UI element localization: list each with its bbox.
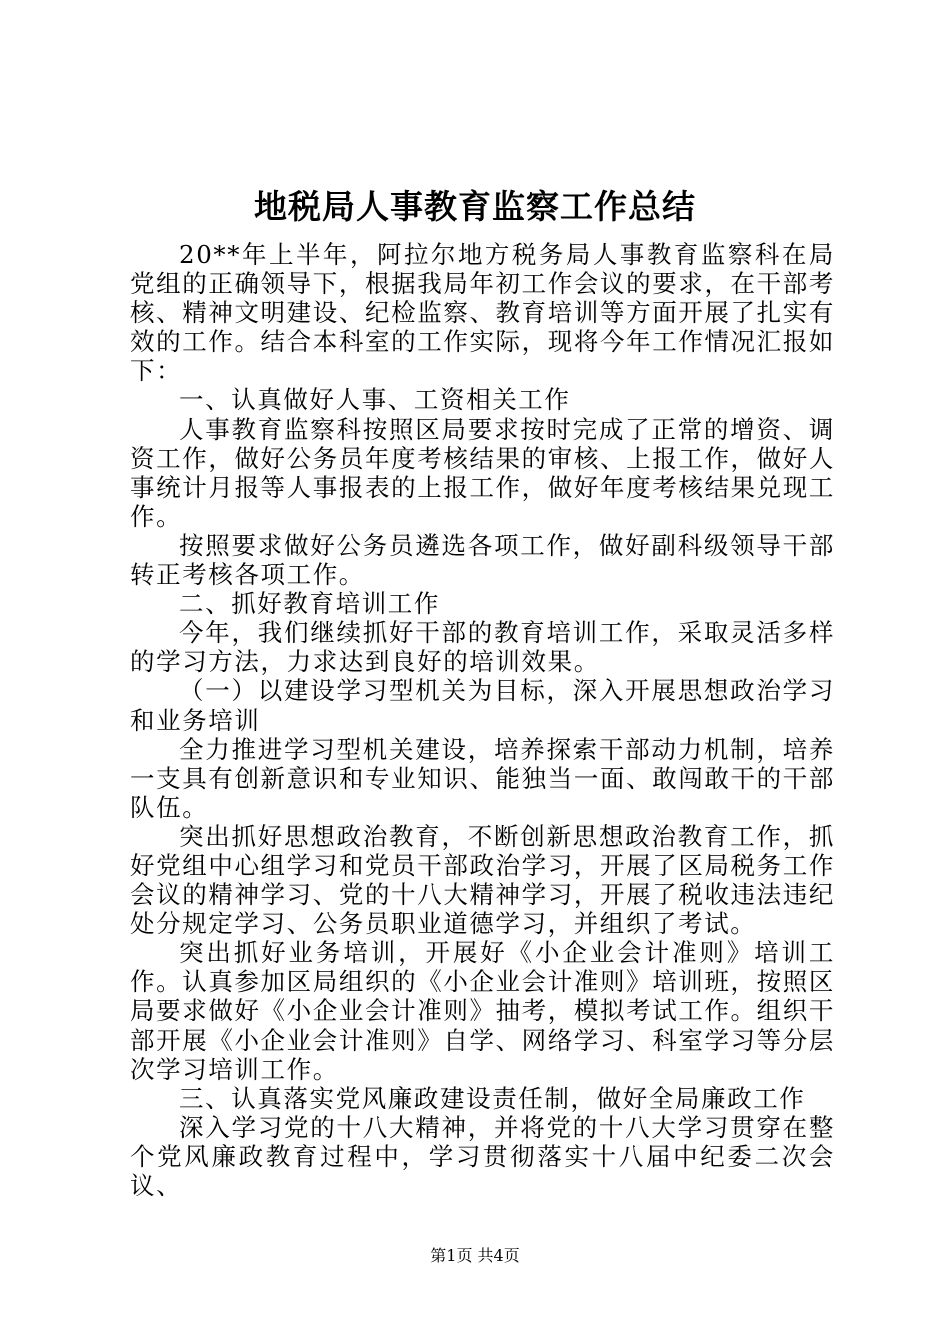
section-heading-1: 一、认真做好人事、工资相关工作 [179, 385, 571, 415]
section-heading-2: 二、抓好教育培训工作 [179, 589, 440, 619]
paragraph-intro: 20**年上半年，阿拉尔地方税务局人事教育监察科在局党组的正确领导下，根据我局年初工作会议的要求，在干部考核、精神文明建设、纪检监察、教育培训等方面开展了扎实有效的工作。结合本科室的工作实际，现将今年工作情况汇报如下： [130, 240, 835, 386]
subsection-heading: （一）以建设学习型机关为目标，深入开展思想政治学习和业务培训 [130, 676, 835, 735]
paragraph: 人事教育监察科按照区局要求按时完成了正常的增资、调资工作，做好公务员年度考核结果的审核、上报工作，做好人事统计月报等人事报表的上报工作，做好年度考核结果兑现工作。 [130, 414, 835, 531]
paragraph: 全力推进学习型机关建设，培养探索干部动力机制，培养一支具有创新意识和专业知识、能独当一面、敢闯敢干的干部队伍。 [130, 734, 835, 822]
page-number-footer: 第1页 共4页 [430, 1246, 520, 1265]
paragraph: 突出抓好思想政治教育，不断创新思想政治教育工作，抓好党组中心组学习和党员干部政治学习，开展了区局税务工作会议的精神学习、党的十八大精神学习，开展了税收违法违纪处分规定学习、公务员职业道德学习，并组织了考试。 [130, 821, 835, 939]
document-body [130, 240, 835, 1200]
paragraph: 突出抓好业务培训，开展好《小企业会计准则》培训工作。认真参加区局组织的《小企业会计准则》培训班，按照区局要求做好《小企业会计准则》抽考，模拟考试工作。组织干部开展《小企业会计准则》自学、网络学习、科室学习等分层次学习培训工作。 [130, 938, 835, 1084]
section-heading-3: 三、认真落实党风廉政建设责任制，做好全局廉政工作 [179, 1083, 806, 1113]
paragraph: 按照要求做好公务员遴选各项工作，做好副科级领导干部转正考核各项工作。 [130, 530, 835, 590]
paragraph: 深入学习党的十八大精神，并将党的十八大学习贯穿在整个党风廉政教育过程中，学习贯彻落实十八届中纪委二次会议、 [130, 1112, 835, 1200]
paragraph: 今年，我们继续抓好干部的教育培训工作，采取灵活多样的学习方法，力求达到良好的培训效果。 [130, 618, 835, 677]
document-title: 地税局人事教育监察工作总结 [254, 187, 696, 226]
